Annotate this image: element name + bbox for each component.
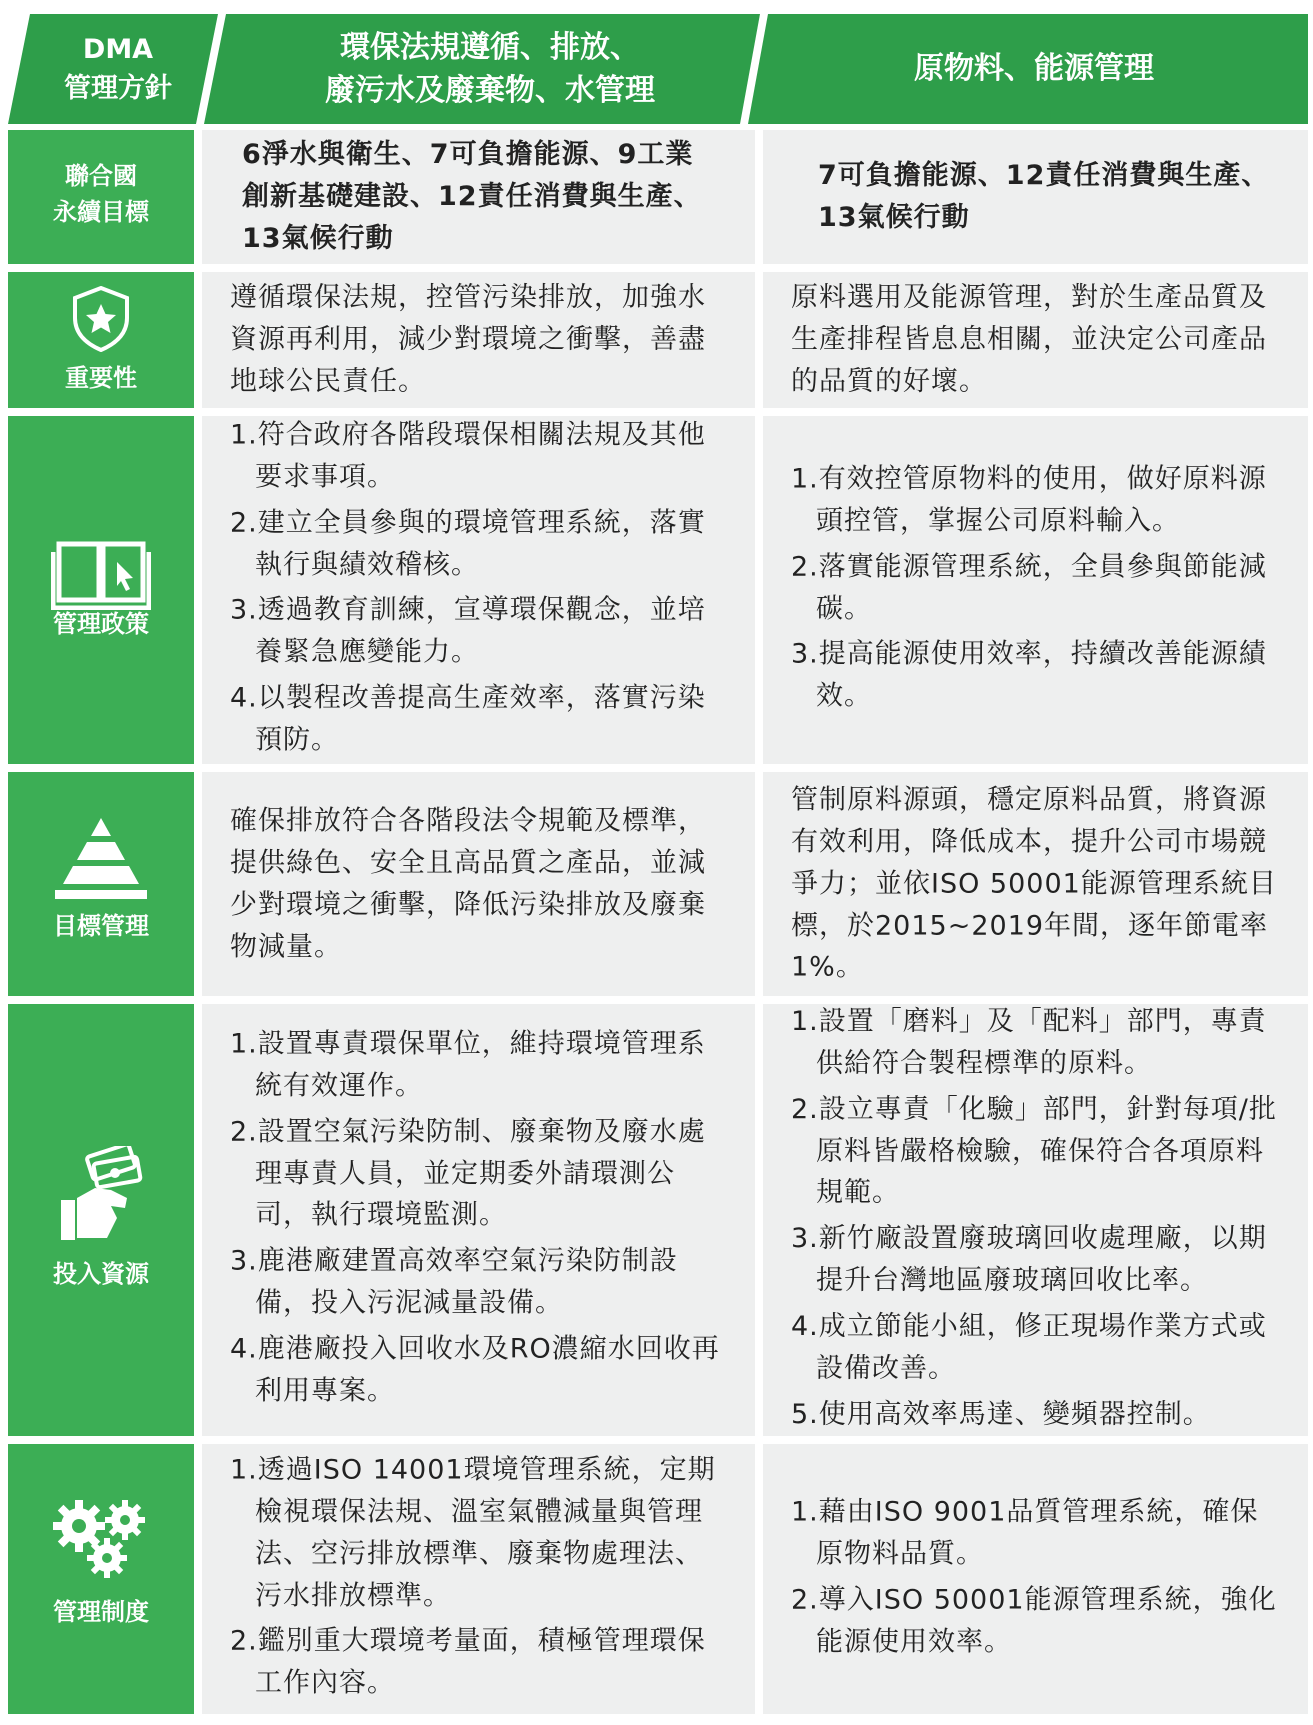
- policy-material-cell: [763, 416, 1308, 764]
- target-env-text: 確保排放符合各階段法令規範及標準，提供綠色、安全且高品質之產品，並減少對環境之衝擊，降低污染排放及廢棄物減量。: [230, 805, 706, 962]
- row-management-system: [8, 1444, 1308, 1714]
- list-item: 2.設立專責「化驗」部門，針對每項/批原料皆嚴格檢驗，確保符合各項原料規範。: [791, 1093, 1277, 1209]
- system-env-cell: [202, 1444, 755, 1714]
- list-item: 4.以製程改善提高生產效率，落實污染預防。: [230, 682, 706, 756]
- sdg-env-cell: [202, 130, 755, 264]
- policy-env-cell: [202, 416, 755, 764]
- row-target-management: [8, 772, 1308, 996]
- shield-star-icon: [71, 286, 131, 352]
- list-item: 1.透過ISO 14001環境管理系統，定期檢視環保法規、溫室氣體減量與管理法、空污排放標準、廢棄物處理法、污水排放標準。: [230, 1454, 716, 1611]
- row-label-management-policy: [8, 416, 194, 764]
- target-management-label: 目標管理: [53, 912, 149, 940]
- row-label-management-system: [8, 1444, 194, 1714]
- list-item: 3.鹿港廠建置高效率空氣污染防制設備，投入污泥減量設備。: [230, 1245, 678, 1319]
- row-management-policy: [8, 416, 1308, 764]
- target-material-text: 管制原料源頭，穩定原料品質，將資源有效利用，降低成本，提升公司市場競爭力；並依ISO 50001能源管理系統目標，於2015~2019年間，逐年節電率1%。: [791, 784, 1277, 983]
- row-importance: [8, 272, 1308, 408]
- target-env-cell: [202, 772, 755, 996]
- resources-material-cell: [763, 1004, 1308, 1436]
- pyramid-icon: [53, 816, 149, 902]
- row-label-target-management: [8, 772, 194, 996]
- list-item: 3.新竹廠設置廢玻璃回收處理廠，以期提升台灣地區廢玻璃回收比率。: [791, 1223, 1267, 1296]
- row-sdg: [8, 130, 1308, 264]
- row-label-resources: [8, 1004, 194, 1436]
- resources-material-list: [791, 1001, 1286, 1439]
- management-system-label: 管理制度: [53, 1598, 149, 1626]
- header-dma-policy: [8, 14, 228, 124]
- list-item: 2.建立全員參與的環境管理系統，落實執行與績效稽核。: [230, 507, 706, 581]
- list-item: 3.提高能源使用效率，持續改善能源績效。: [791, 638, 1267, 712]
- row-label-importance: [8, 272, 194, 408]
- resources-env-cell: [202, 1004, 755, 1436]
- list-item: 2.鑑別重大環境考量面，積極管理環保工作內容。: [230, 1625, 706, 1699]
- importance-env-cell: [202, 272, 755, 408]
- gears-icon: [51, 1496, 151, 1580]
- system-material-list: [791, 1491, 1286, 1666]
- list-item: 2.設置空氣污染防制、廢棄物及廢水處理專責人員，並定期委外請環測公司，執行環境監測。: [230, 1116, 706, 1232]
- management-policy-label: 管理政策: [53, 610, 149, 638]
- importance-material-text: 原料選用及能源管理，對於生產品質及生產排程皆息息相關，並決定公司產品的品質的好壞。: [791, 282, 1267, 397]
- hand-money-icon: [55, 1146, 147, 1246]
- sdg-env-text: 6淨水與衛生、7可負擔能源、9工業創新基礎建設、12責任消費與生產、13氣候行動: [242, 139, 702, 254]
- row-label-sdg: [8, 130, 194, 264]
- sdg-material-text: 7可負擔能源、12責任消費與生產、13氣候行動: [818, 160, 1270, 233]
- header-env-compliance: [220, 14, 760, 124]
- header-env-line2: 廢污水及廢棄物、水管理: [325, 73, 655, 108]
- header-env-line1: 環保法規遵循、排放、: [340, 29, 640, 65]
- list-item: 2.導入ISO 50001能源管理系統，強化能源使用效率。: [791, 1584, 1277, 1657]
- row-resources: [8, 1004, 1308, 1436]
- list-item: 1.設置專責環保單位，維持環境管理系統有效運作。: [230, 1028, 706, 1102]
- list-item: 1.有效控管原物料的使用，做好原料源頭控管，掌握公司原料輸入。: [791, 463, 1267, 537]
- list-item: 5.使用高效率馬達、變頻器控制。: [791, 1398, 1211, 1430]
- system-env-list: [230, 1449, 727, 1708]
- header-material-energy: [760, 14, 1308, 124]
- importance-material-cell: [763, 272, 1308, 408]
- importance-env-text: 遵循環保法規，控管污染排放，加強水資源再利用，減少對環境之衝擊，善盡地球公民責任。: [230, 282, 706, 397]
- system-material-cell: [763, 1444, 1308, 1714]
- target-material-cell: [763, 772, 1308, 996]
- list-item: 1.設置「磨料」及「配料」部門，專責供給符合製程標準的原料。: [791, 1005, 1267, 1079]
- header-policy-label: 管理方針: [64, 73, 172, 104]
- resources-env-list: [230, 1024, 727, 1417]
- sdg-label-line2: 永續目標: [53, 198, 149, 226]
- policy-material-list: [791, 458, 1286, 721]
- list-item: 1.符合政府各階段環保相關法規及其他要求事項。: [230, 419, 706, 493]
- resources-label: 投入資源: [53, 1260, 149, 1288]
- importance-label: 重要性: [65, 364, 137, 392]
- list-item: 4.鹿港廠投入回收水及RO濃縮水回收再利用專案。: [230, 1333, 720, 1407]
- open-book-icon: [51, 538, 151, 610]
- list-item: 4.成立節能小組，修正現場作業方式或設備改善。: [791, 1310, 1267, 1384]
- sdg-material-cell: [763, 130, 1308, 264]
- list-item: 3.透過教育訓練，宣導環保觀念，並培養緊急應變能力。: [230, 595, 706, 668]
- sdg-label-line1: 聯合國: [65, 162, 137, 190]
- header-material-label: 原物料、能源管理: [914, 51, 1154, 87]
- list-item: 1.藉由ISO 9001品質管理系統，確保原物料品質。: [791, 1496, 1259, 1570]
- header-dma-label: DMA: [82, 33, 154, 65]
- list-item: 2.落實能源管理系統，全員參與節能減碳。: [791, 551, 1267, 624]
- policy-env-list: [230, 415, 727, 766]
